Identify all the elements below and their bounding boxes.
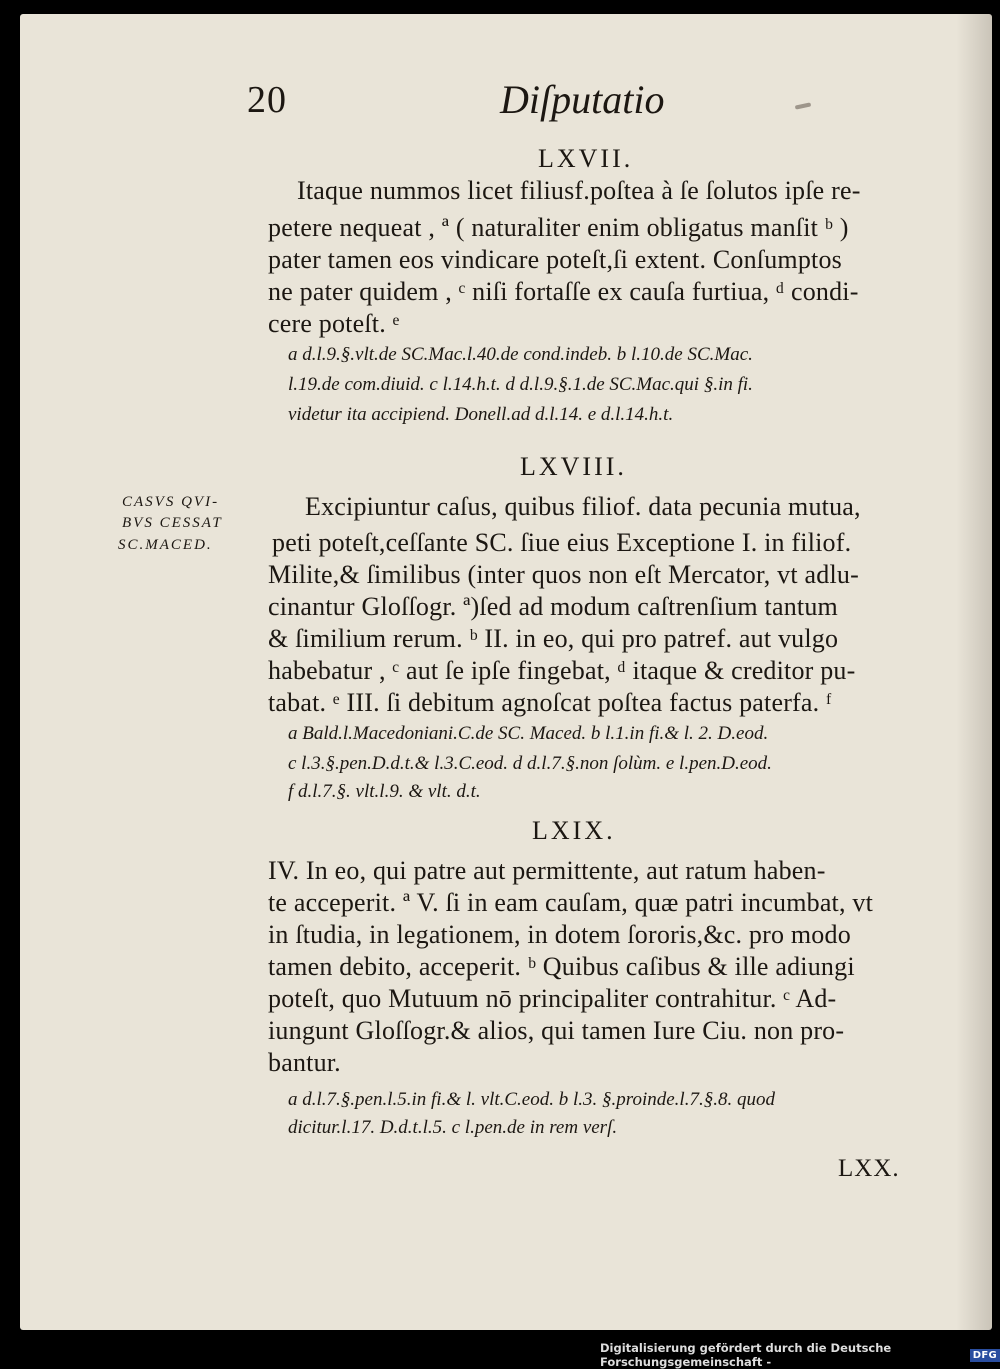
- footer-text: Digitalisierung gefördert durch die Deutsche Forschungsgemeinschaft -: [600, 1341, 892, 1369]
- body-line: iungunt Gloſſogr.& alios, qui tamen Iure Ciu. non pro-: [268, 1016, 845, 1045]
- body-line: ne pater quidem , ᶜ niſi fortaſſe ex cauſa furtiua, ᵈ condi-: [268, 277, 859, 306]
- footnote-line: f d.l.7.§. vlt.l.9. & vlt. d.t.: [288, 781, 481, 802]
- footnote-line: a d.l.7.§.pen.l.5.in fi.& l. vlt.C.eod. b l.3. §.proinde.l.7.§.8. quod: [288, 1089, 775, 1110]
- margin-note: BVS CESSAT: [122, 515, 223, 531]
- body-line: pater tamen eos vindicare poteſt,ſi extent. Conſumptos: [268, 245, 842, 274]
- body-line: tabat. ᵉ III. ſi debitum agnoſcat poſtea factus paterfa. ᶠ: [268, 688, 832, 717]
- body-line: & ſimilium rerum. ᵇ II. in eo, qui pro patref. aut vulgo: [268, 624, 839, 653]
- footnote-line: l.19.de com.diuid. c l.14.h.t. d d.l.9.§.1.de SC.Mac.qui §.in fi.: [288, 374, 753, 395]
- footnote-line: a Bald.l.Macedoniani.C.de SC. Maced. b l.1.in fi.& l. 2. D.eod.: [288, 723, 769, 744]
- footnote-line: dicitur.l.17. D.d.t.l.5. c l.pen.de in rem verſ.: [288, 1117, 618, 1138]
- margin-note: SC.MACED.: [118, 537, 213, 553]
- dfg-logo-icon: DFG: [970, 1349, 1000, 1362]
- body-line: cinantur Gloſſogr. ª)ſed ad modum caſtrenſium tantum: [268, 592, 838, 621]
- running-head: Diſputatio: [500, 77, 665, 122]
- body-line: Excipiuntur caſus, quibus filiof. data pecunia mutua,: [305, 492, 861, 521]
- section-heading: LXVIII.: [520, 452, 627, 481]
- digitization-footer: [600, 1341, 1000, 1369]
- body-line: peti poteſt,ceſſante SC. ſiue eius Exceptione I. in filiof.: [272, 528, 852, 557]
- body-line: poteſt, quo Mutuum nō principaliter contrahitur. ᶜ Ad-: [268, 984, 837, 1013]
- section-heading: LXIX.: [532, 816, 616, 845]
- footnote-line: a d.l.9.§.vlt.de SC.Mac.l.40.de cond.indeb. b l.10.de SC.Mac.: [288, 344, 753, 365]
- body-line: tamen debito, acceperit. ᵇ Quibus caſibus & ille adiungi: [268, 952, 855, 981]
- body-line: in ſtudia, in legationem, in dotem ſororis,&c. pro modo: [268, 920, 851, 949]
- body-line: cere poteſt. ᵉ: [268, 309, 400, 338]
- catchword: LXX.: [838, 1155, 900, 1182]
- body-line: IV. In eo, qui patre aut permittente, aut ratum haben-: [268, 856, 826, 885]
- body-line: te acceperit. ª V. ſi in eam cauſam, quæ patri incumbat, vt: [268, 888, 874, 917]
- margin-note: CASVS QVI-: [122, 494, 220, 510]
- body-line: petere nequeat , ª ( naturaliter enim obligatus manſit ᵇ ): [268, 213, 849, 242]
- page-number: 20: [247, 79, 287, 121]
- section-heading: LXVII.: [538, 144, 634, 173]
- footnote-line: c l.3.§.pen.D.d.t.& l.3.C.eod. d d.l.7.§.non ſolùm. e l.pen.D.eod.: [288, 753, 772, 774]
- body-line: bantur.: [268, 1048, 341, 1077]
- body-line: Itaque nummos licet filiusf.poſtea à ſe ſolutos ipſe re-: [297, 176, 861, 205]
- footnote-line: videtur ita accipiend. Donell.ad d.l.14. e d.l.14.h.t.: [288, 404, 674, 425]
- body-line: habebatur , ᶜ aut ſe ipſe fingebat, ᵈ itaque & creditor pu-: [268, 656, 856, 685]
- body-line: Milite,& ſimilibus (inter quos non eſt Mercator, vt adlu-: [268, 560, 859, 589]
